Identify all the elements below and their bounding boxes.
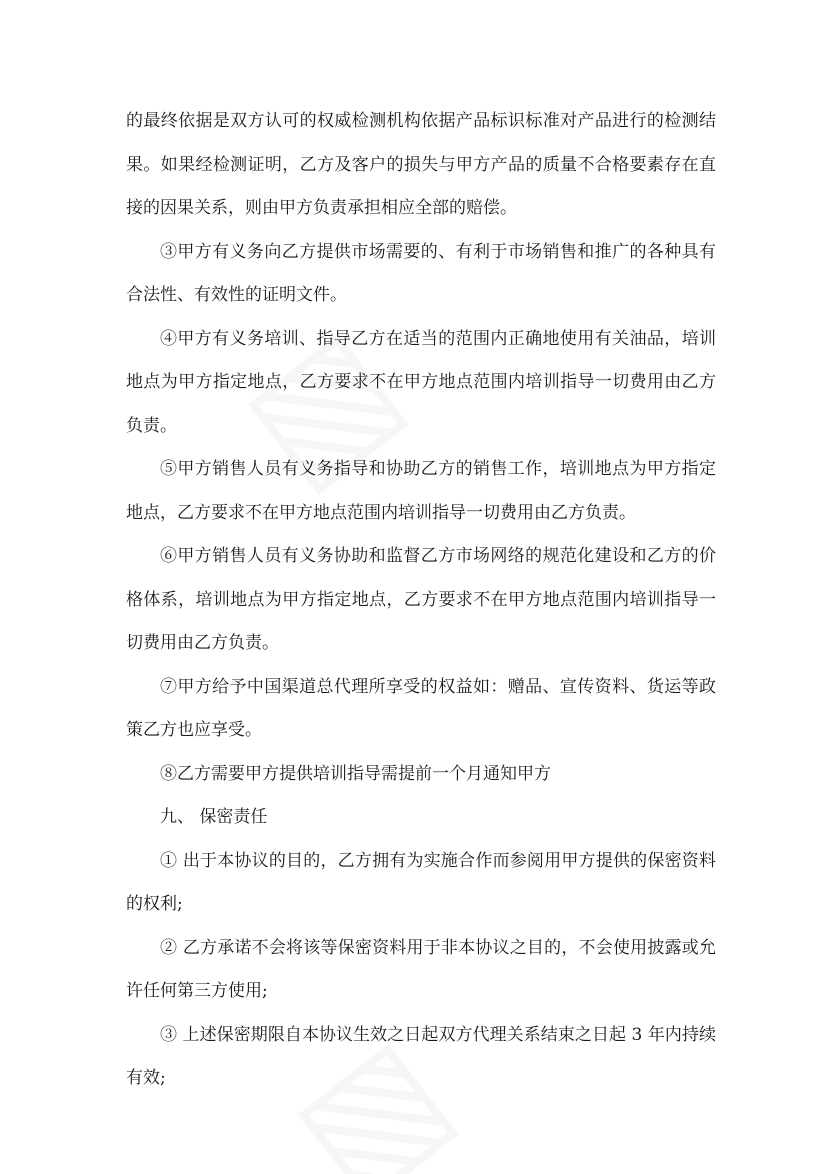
paragraph: ⑥甲方销售人员有义务协助和监督乙方市场网络的规范化建设和乙方的价格体系，培训地点为甲方指定地点，乙方要求不在甲方地点范围内培训指导一切费用由乙方负责。 bbox=[126, 546, 716, 653]
paragraph: 的最终依据是双方认可的权威检测机构依据产品标识标准对产品进行的检测结果。如果经检测证明，乙方及客户的损失与甲方产品的质量不合格要素存在直接的因果关系，则由甲方负责承担相应全部的赔偿。 bbox=[126, 111, 716, 218]
paragraph: ③甲方有义务向乙方提供市场需要的、有利于市场销售和推广的各种具有合法性、有效性的证明文件。 bbox=[126, 241, 716, 305]
paragraph: ⑧乙方需要甲方提供培训指导需提前一个月通知甲方 bbox=[160, 763, 551, 784]
paragraph: ① 出于本协议的目的，乙方拥有为实施合作而参阅用甲方提供的保密资料的权利; bbox=[126, 850, 716, 914]
paragraph: ③ 上述保密期限自本协议生效之日起双方代理关系结束之日起 3 年内持续有效; bbox=[126, 1024, 716, 1088]
paragraph: ② 乙方承诺不会将该等保密资料用于非本协议之目的，不会使用披露或允许任何第三方使用; bbox=[126, 937, 716, 1001]
section-heading: 九、 保密责任 bbox=[160, 807, 268, 827]
paragraph: ④甲方有义务培训、指导乙方在适当的范围内正确地使用有关油品，培训地点为甲方指定地点，乙方要求不在甲方地点范围内培训指导一切费用由乙方负责。 bbox=[126, 328, 716, 436]
document-body bbox=[126, 100, 716, 1101]
paragraph: ⑦甲方给予中国渠道总代理所享受的权益如：赠品、宣传资料、货运等政策乙方也应享受。 bbox=[126, 676, 716, 740]
paragraph: ⑤甲方销售人员有义务指导和协助乙方的销售工作，培训地点为甲方指定地点，乙方要求不在甲方地点范围内培训指导一切费用由乙方负责。 bbox=[126, 459, 716, 523]
